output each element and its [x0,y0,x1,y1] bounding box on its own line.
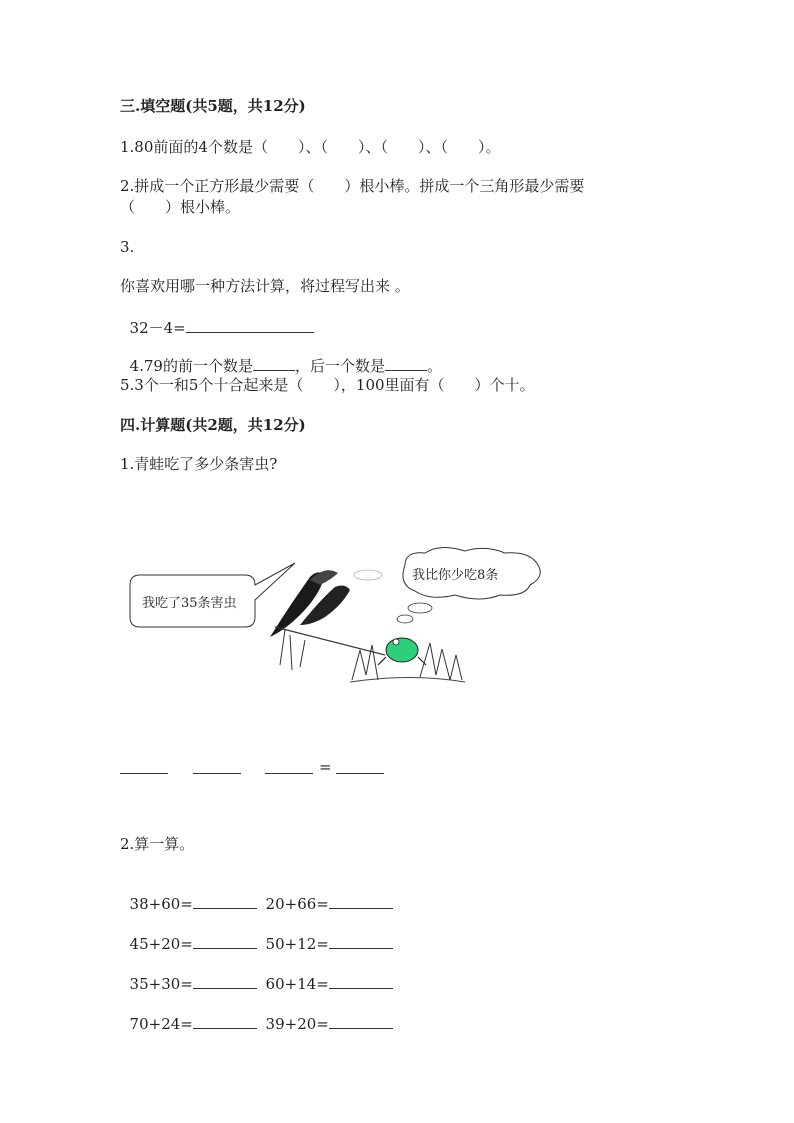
question-3-number: 3. [120,238,135,256]
calc-expression: 45+20= [129,935,193,953]
answer-blank[interactable] [329,974,393,989]
answer-blank[interactable] [329,894,393,909]
answer-blank[interactable] [193,974,257,989]
frog-birds-illustration [120,545,550,690]
question-4 [120,336,442,376]
answer-blank[interactable] [385,356,427,371]
calc-expression: 60+14= [265,975,329,993]
question-2-line-2: （ ）根小棒。 [120,198,241,216]
answer-blank[interactable] [329,1014,393,1029]
question-5: 5.3个一和5个十合起来是（ ），100里面有（ ）个十。 [120,376,535,394]
speech-bubble-left [130,563,295,627]
answer-blank[interactable] [329,934,393,949]
answer-blank[interactable] [120,773,168,774]
answer-blank[interactable] [186,318,314,333]
calc-expression: 20+66= [265,895,329,913]
answer-blank[interactable] [193,1014,257,1029]
calc-row [256,874,393,914]
calc-row [120,994,257,1034]
thought-dot [354,570,382,580]
calc-expression: 35+30= [129,975,193,993]
thought-dot [408,603,432,613]
question-3-expression [120,298,314,338]
question-4-part-c: 。 [426,357,442,375]
question-2-line-1: 2.拼成一个正方形最少需要（ ）根小棒。拼成一个三角形最少需要 [120,177,585,195]
calc-row [256,994,393,1034]
calc-expression: 70+24= [129,1015,193,1033]
question-3-prompt: 你喜欢用哪一种方法计算，将过程写出来 。 [120,277,410,295]
answer-blank[interactable] [193,773,241,774]
answer-blank[interactable] [265,773,313,774]
section-3-heading: 三.填空题(共5题，共12分) [120,97,306,115]
branch [275,627,385,655]
answer-blank[interactable] [193,934,257,949]
calc-expression: 50+12= [265,935,329,953]
frog-eye [393,639,399,645]
answer-blank[interactable] [193,894,257,909]
calc-question-1: 1.青蛙吃了多少条害虫? [120,455,278,473]
thought-cloud-text: 我比你少吃8条 [412,568,499,583]
question-1: 1.80前面的4个数是（ ）、（ ）、（ ）、（ ）。 [120,138,501,156]
calc-expression: 39+20= [265,1015,329,1033]
section-4-heading: 四.计算题(共2题，共12分) [120,416,306,434]
question-4-part-a: 4.79的前一个数是 [129,357,253,375]
speech-bubble-left-text: 我吃了35条害虫 [142,596,237,611]
expression-label: 32－4= [129,319,186,337]
calc-row [256,914,393,954]
thought-dot [397,615,413,623]
reeds [280,630,305,670]
calc-row [256,954,393,994]
answer-blank[interactable] [336,773,384,774]
question-4-part-b: ，后一个数是 [294,357,385,375]
calc-expression: 38+60= [129,895,193,913]
calc-row [120,874,257,914]
answer-blank[interactable] [253,356,295,371]
frog-body [386,638,418,662]
equals-sign: = [319,758,332,776]
calc-question-2: 2.算一算。 [120,835,195,853]
grass-base [350,678,465,683]
calc-row [120,914,257,954]
calc-row [120,954,257,994]
